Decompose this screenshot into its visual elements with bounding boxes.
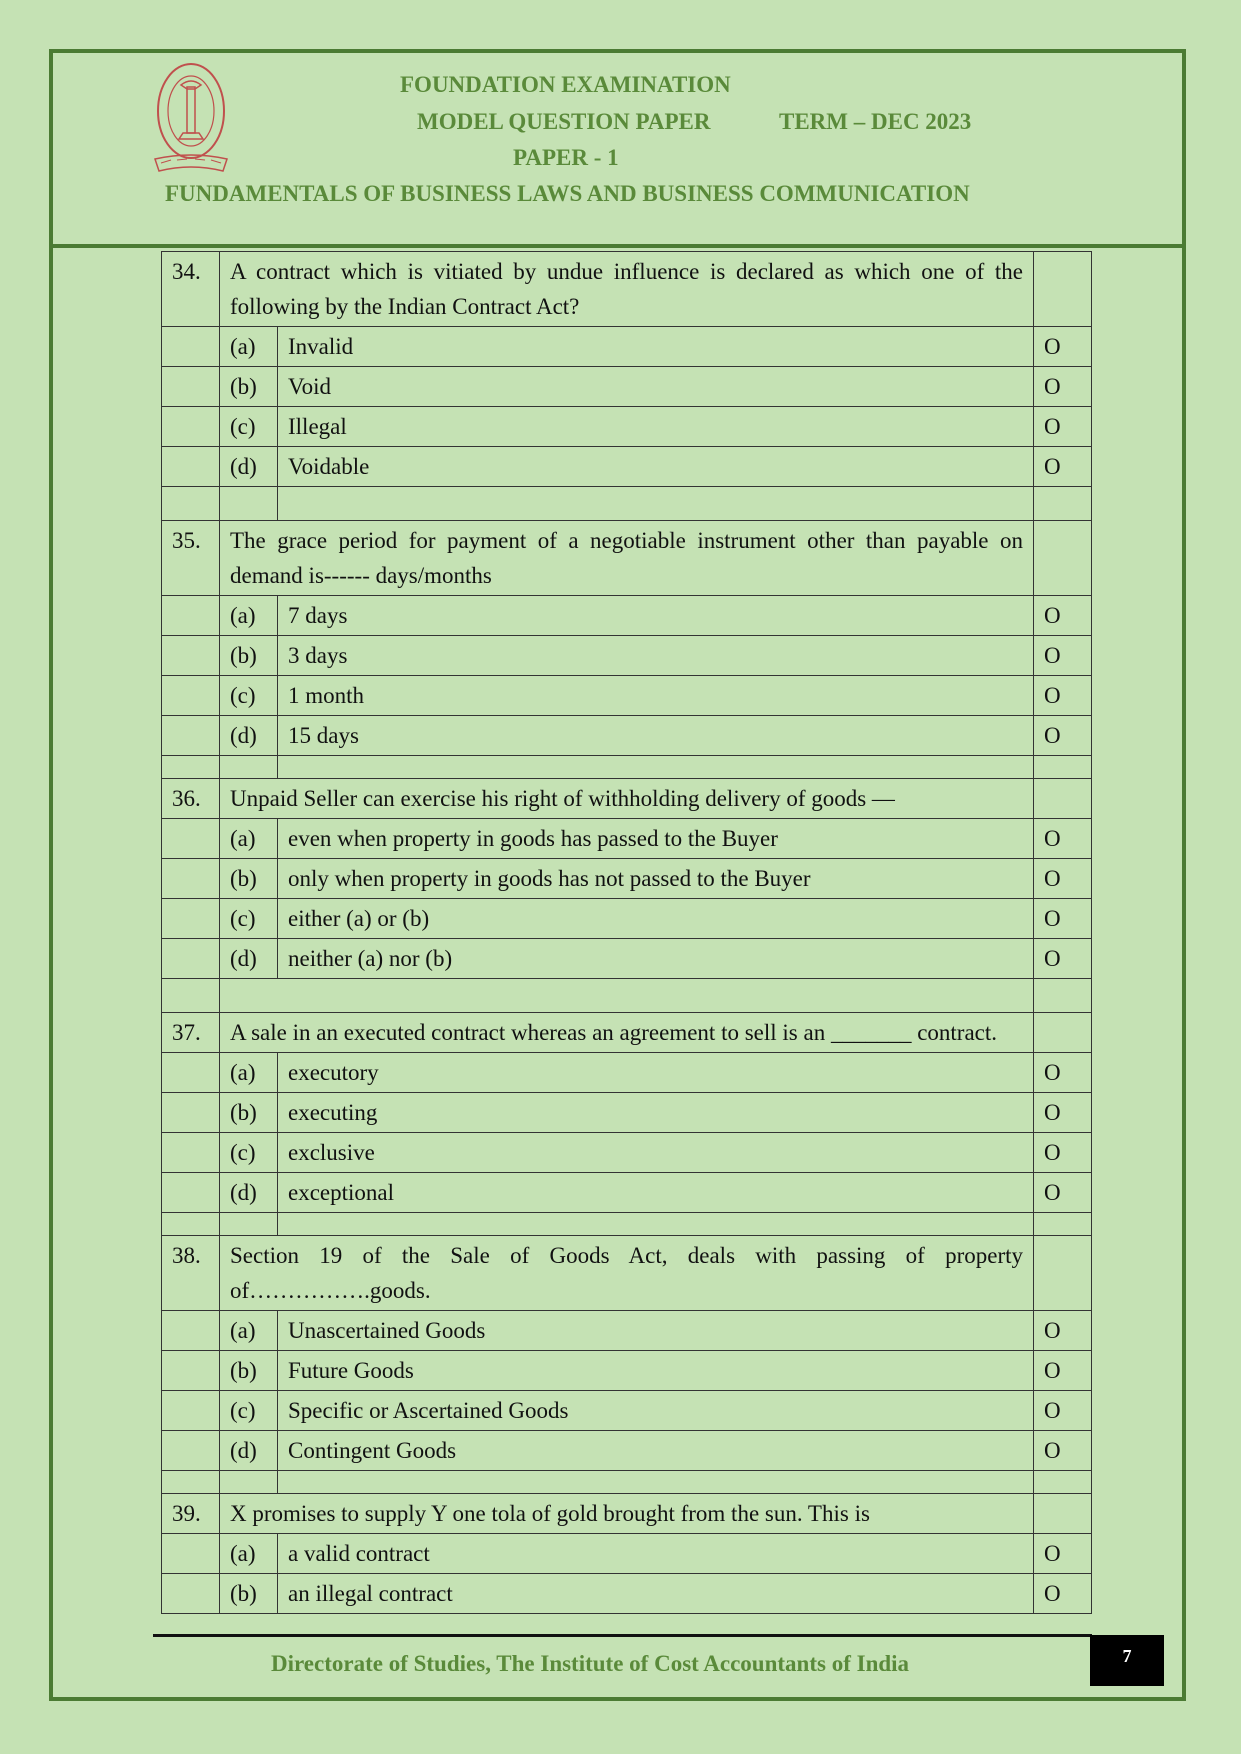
option-text: even when property in goods has passed to the Buyer [278,819,1034,859]
answer-circle[interactable]: O [1034,676,1092,716]
option-text: either (a) or (b) [278,899,1034,939]
answer-circle[interactable]: O [1034,447,1092,487]
answer-circle[interactable]: O [1034,1133,1092,1173]
spacer-row [162,487,1092,521]
question-number: 36. [162,779,220,819]
option-text: Contingent Goods [278,1431,1034,1471]
option-text: executory [278,1053,1034,1093]
term-label: TERM – DEC 2023 [779,109,972,134]
answer-circle[interactable]: O [1034,407,1092,447]
option-row [162,1534,1092,1574]
option-label: (c) [220,899,278,939]
answer-circle[interactable]: O [1034,327,1092,367]
question-row [162,1494,1092,1534]
exam-title: FOUNDATION EXAMINATION [400,72,731,97]
question-number: 38. [162,1236,220,1311]
answer-circle[interactable]: O [1034,1311,1092,1351]
option-row [162,819,1092,859]
question-text: A sale in an executed contract whereas an agreement to sell is an _______ contract. [220,1013,1034,1053]
option-text: executing [278,1093,1034,1133]
spacer-row [162,756,1092,779]
page-header [53,53,1182,248]
question-row [162,252,1092,327]
question-row [162,779,1092,819]
subject-title: FUNDAMENTALS OF BUSINESS LAWS AND BUSINESS COMMUNICATION [165,181,970,206]
paper-number: PAPER - 1 [513,145,619,170]
option-text: Future Goods [278,1351,1034,1391]
option-label: (a) [220,1053,278,1093]
option-label: (d) [220,939,278,979]
option-label: (a) [220,1311,278,1351]
option-row [162,899,1092,939]
option-text: 1 month [278,676,1034,716]
option-text: Unascertained Goods [278,1311,1034,1351]
answer-circle[interactable]: O [1034,636,1092,676]
question-text: The grace period for payment of a negotiable instrument other than payable on demand is------ days/months [220,521,1034,596]
answer-circle[interactable]: O [1034,899,1092,939]
option-label: (a) [220,819,278,859]
option-label: (b) [220,1574,278,1614]
option-label: (a) [220,596,278,636]
answer-circle[interactable]: O [1034,859,1092,899]
question-text: Unpaid Seller can exercise his right of withholding delivery of goods — [220,779,1034,819]
option-row [162,447,1092,487]
option-row [162,327,1092,367]
answer-circle[interactable]: O [1034,1093,1092,1133]
option-row [162,1311,1092,1351]
option-text: exclusive [278,1133,1034,1173]
option-row [162,407,1092,447]
option-label: (d) [220,1431,278,1471]
option-row [162,636,1092,676]
answer-circle[interactable]: O [1034,1173,1092,1213]
option-text: Void [278,367,1034,407]
footer-text: Directorate of Studies, The Institute of Cost Accountants of India [271,1651,910,1676]
option-label: (b) [220,1351,278,1391]
option-text: Illegal [278,407,1034,447]
option-label: (b) [220,1093,278,1133]
option-row [162,1093,1092,1133]
option-row [162,1173,1092,1213]
option-text: only when property in goods has not passed to the Buyer [278,859,1034,899]
option-text: exceptional [278,1173,1034,1213]
answer-circle[interactable]: O [1034,596,1092,636]
question-number: 37. [162,1013,220,1053]
option-row [162,676,1092,716]
paper-type: MODEL QUESTION PAPER [417,109,711,134]
option-row [162,859,1092,899]
option-text: an illegal contract [278,1574,1034,1614]
spacer-row [162,979,1092,1013]
question-row [162,1013,1092,1053]
option-label: (d) [220,447,278,487]
option-text: neither (a) nor (b) [278,939,1034,979]
footer-divider [153,1634,1092,1637]
option-row [162,1574,1092,1614]
option-label: (b) [220,636,278,676]
question-row [162,1236,1092,1311]
option-text: 7 days [278,596,1034,636]
answer-circle[interactable]: O [1034,939,1092,979]
option-label: (d) [220,716,278,756]
option-text: Invalid [278,327,1034,367]
question-number: 34. [162,252,220,327]
option-label: (c) [220,676,278,716]
question-number: 35. [162,521,220,596]
option-row [162,1133,1092,1173]
answer-circle[interactable]: O [1034,1391,1092,1431]
answer-circle[interactable]: O [1034,1574,1092,1614]
answer-circle[interactable]: O [1034,1351,1092,1391]
question-row [162,521,1092,596]
spacer-row [162,1213,1092,1236]
answer-circle[interactable]: O [1034,716,1092,756]
option-row [162,939,1092,979]
option-label: (d) [220,1173,278,1213]
option-label: (b) [220,859,278,899]
option-row [162,367,1092,407]
answer-circle[interactable]: O [1034,819,1092,859]
spacer-row [162,1471,1092,1494]
option-text: 3 days [278,636,1034,676]
option-label: (c) [220,1133,278,1173]
option-row [162,596,1092,636]
question-table [161,251,1092,1614]
option-text: Specific or Ascertained Goods [278,1391,1034,1431]
question-number: 39. [162,1494,220,1534]
question-text: A contract which is vitiated by undue influence is declared as which one of the following by the Indian Contract Act? [220,252,1034,327]
page-number: 7 [1090,1635,1164,1686]
option-label: (b) [220,367,278,407]
option-label: (a) [220,327,278,367]
option-text: 15 days [278,716,1034,756]
option-label: (c) [220,1391,278,1431]
option-text: a valid contract [278,1534,1034,1574]
option-row [162,1391,1092,1431]
option-row [162,1351,1092,1391]
answer-circle[interactable]: O [1034,1534,1092,1574]
option-row [162,1053,1092,1093]
option-label: (a) [220,1534,278,1574]
answer-circle[interactable]: O [1034,367,1092,407]
option-text: Voidable [278,447,1034,487]
answer-circle[interactable]: O [1034,1431,1092,1471]
answer-circle[interactable]: O [1034,1053,1092,1093]
option-label: (c) [220,407,278,447]
question-text: X promises to supply Y one tola of gold brought from the sun. This is [220,1494,1034,1534]
option-row [162,1431,1092,1471]
institute-logo-icon [151,59,231,189]
option-row [162,716,1092,756]
question-text: Section 19 of the Sale of Goods Act, deals with passing of property of…………….goods. [220,1236,1034,1311]
